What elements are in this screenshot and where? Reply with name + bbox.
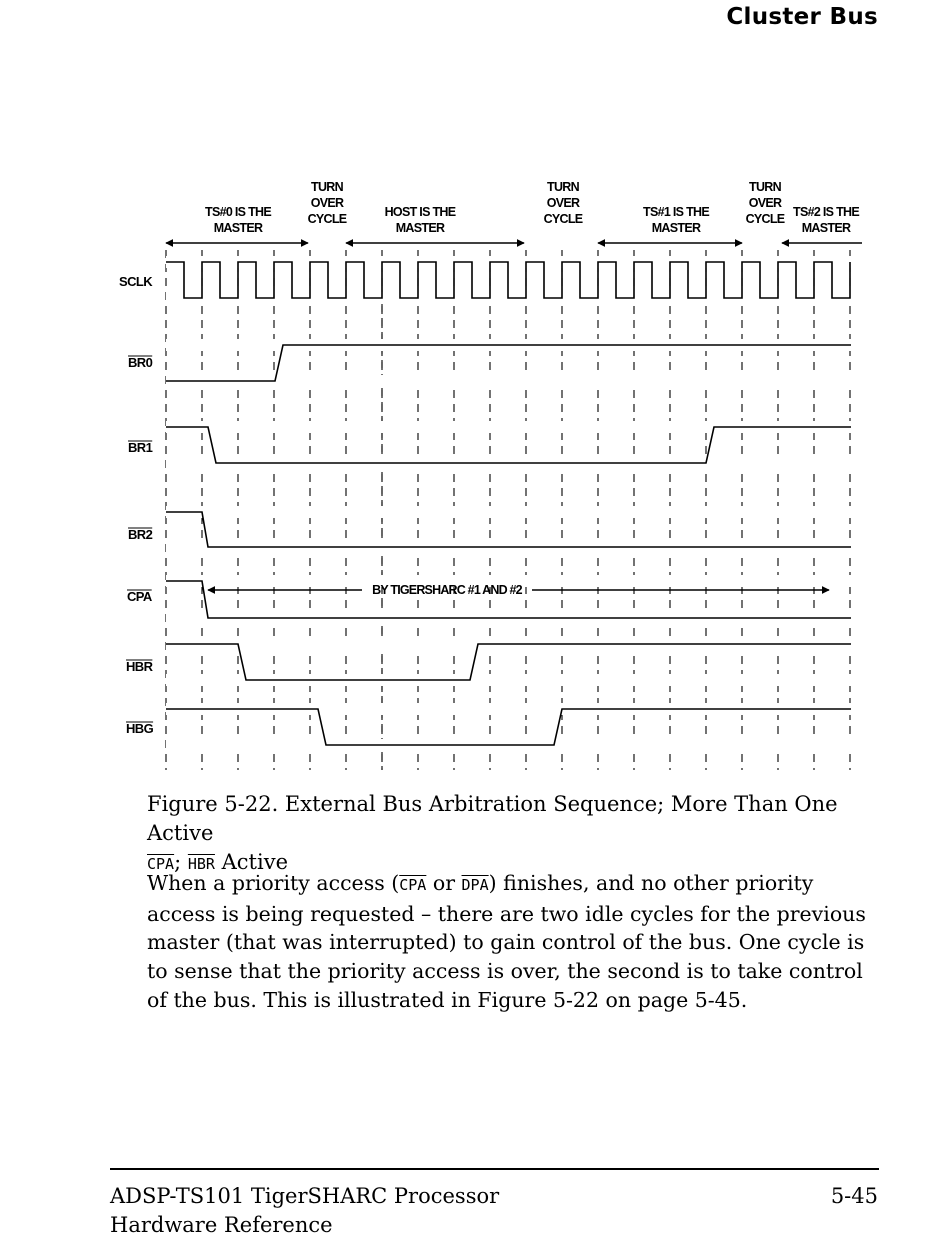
phase-label: TS#0 IS THE xyxy=(205,205,271,219)
phase-label: TURN xyxy=(547,180,579,194)
caption-text: Figure 5-22. External Bus Arbitration Sequence; More Than One Active xyxy=(147,792,838,845)
trace-mask xyxy=(166,506,851,518)
caption-signal-cpa: $\overline{CPA}$ xyxy=(147,855,175,873)
signal-label-hbg: HBG xyxy=(126,721,154,736)
phase-label: CYCLE xyxy=(307,212,347,226)
phase-label: OVER xyxy=(748,196,782,210)
phase-label: OVER xyxy=(546,196,580,210)
phase-label: MASTER xyxy=(801,221,851,235)
paragraph-start: When a priority access ( xyxy=(147,871,400,895)
phase-label: CYCLE xyxy=(745,212,785,226)
paragraph-signal-cpa: $\overline{CPA}$ xyxy=(399,876,427,894)
caption-suffix: Active xyxy=(214,850,289,874)
paragraph-signal-dpa: $\overline{DPA}$ xyxy=(461,876,489,894)
signal-label-hbr: HBR xyxy=(126,659,153,674)
signal-label-br2: BR2 xyxy=(128,527,153,542)
phase-label: TURN xyxy=(311,180,343,194)
caption-separator: ; xyxy=(174,850,188,874)
signal-label-br0: BR0 xyxy=(128,355,153,370)
section-title: Cluster Bus xyxy=(726,4,878,30)
footer-line-2: Hardware Reference xyxy=(110,1213,333,1237)
paragraph-rest: ) finishes, and no other priority access is being requested – there are two idle cycles for the previous master (that was interrupted) to gain control of the bus. One cycle is to sense that the priority access is over, the second is to take control of the bus. This is illustrated in Figure 5-22 on page 5-45. xyxy=(147,871,866,1012)
phase-label: TS#1 IS THE xyxy=(643,205,709,219)
footer-line-1: ADSP-TS101 TigerSHARC Processor xyxy=(110,1184,500,1208)
footer-book-title xyxy=(110,1182,499,1240)
phase-label: CYCLE xyxy=(543,212,583,226)
signal-label-sclk: SCLK xyxy=(119,274,152,289)
signal-label-br1: BR1 xyxy=(128,440,153,455)
phase-label: MASTER xyxy=(213,221,263,235)
figure-caption xyxy=(147,790,887,879)
paragraph-or: or xyxy=(426,871,462,895)
phase-label: MASTER xyxy=(395,221,445,235)
phase-label: HOST IS THE xyxy=(384,205,456,219)
caption-signal-hbr: $\overline{HBR}$ xyxy=(187,855,215,873)
footer-rule xyxy=(110,1168,879,1170)
page-number: 5-45 xyxy=(830,1184,878,1208)
phase-label: TURN xyxy=(749,180,781,194)
phase-label: TS#2 IS THE xyxy=(793,205,859,219)
phase-label: MASTER xyxy=(651,221,701,235)
body-paragraph xyxy=(147,869,887,1015)
signal-label-cpa: CPA xyxy=(127,589,152,604)
cpa-note-label: BY TIGERSHARC #1 AND #2 xyxy=(372,583,522,597)
phase-label: OVER xyxy=(310,196,344,210)
